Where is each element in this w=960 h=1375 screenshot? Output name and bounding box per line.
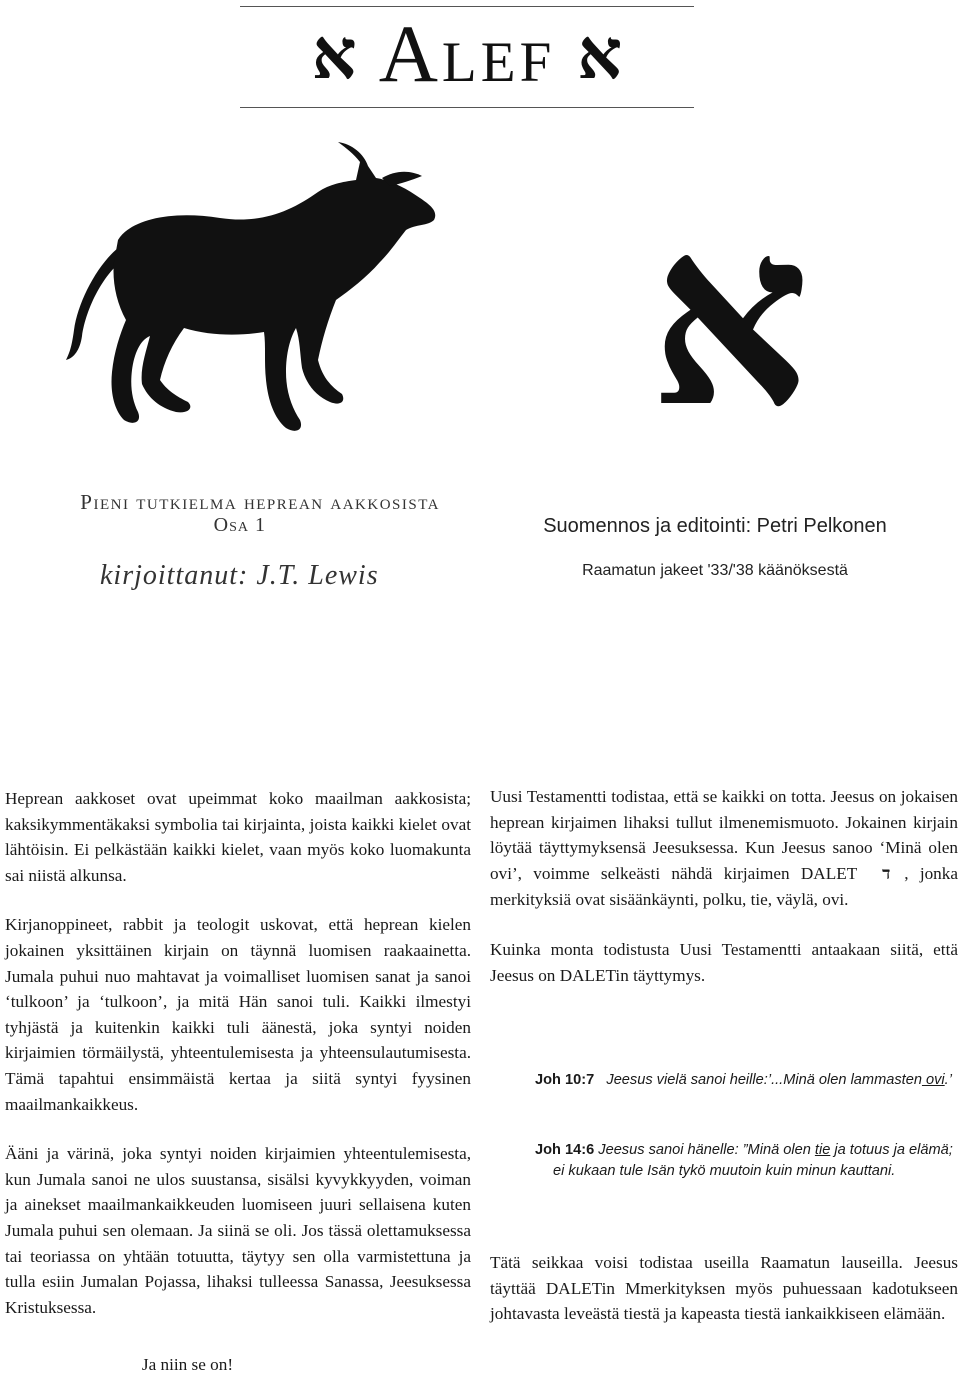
- translator-credit: Suomennos ja editointi: Petri Pelkonen: [543, 515, 887, 537]
- verse-quote-1: [535, 1070, 953, 1091]
- dalet-letter: ד: [882, 863, 891, 884]
- title-alef-right: א: [577, 12, 623, 95]
- left-paragraph-1: Heprean aakkoset ovat upeimmat koko maailman aakkosista; kaksikymmentäkaksi symbolia tai kirjainta, joista kaikki kielet ovat lähtöisin. Ei pelkästään kaikki kielet, vaan myös koko luomakunta sai niistä alkunsa.: [5, 789, 471, 885]
- big-alef-letter: א: [649, 168, 811, 462]
- verse-text-1-start: Jeesus vielä sanoi heille:’...Minä olen lammasten: [606, 1072, 922, 1088]
- right-paragraph-2: Kuinka monta todistusta Uusi Testamentti antaakaan siitä, että Jeesus on DALETin täyttymys.: [490, 939, 958, 985]
- title-alef-left: א: [311, 12, 357, 95]
- verse-text-1-underlined: ovi: [921, 1072, 945, 1088]
- right-paragraph-3: Tätä seikkaa voisi todistaa useilla Raamatun lauseilla. Jeesus täyttää DALETin Mmerkityksen myös puhuessaan kadotukseen johtavasta leveästä tiestä ja kapeasta tiestä iankaikkiseen elämään.: [490, 1253, 958, 1324]
- left-paragraph-3: Ääni ja värinä, joka syntyi noiden kirjaimien yhteentulemisesta, kun Jumala sanoi ne ulos suustansa, sisälsi kyvykkyyden, voiman ja ainekset maailmankaikkeuden luomiseen juuri sellaisena kuten Jumala puhui sen olemaan. Ja siinä se oli. Jos tässä olettamuksessa tai teoriassa on yhtään totuutta, täytyy sen olla varmistettuna ja tulla esiin Jumalan Pojassa, lihaksi tulleessa Sanassa, Jeesuksessa Kristuksessa.: [5, 1144, 471, 1317]
- closing-line: Ja niin se on!: [141, 1355, 234, 1374]
- right-paragraph-3-wrapper: [490, 1250, 958, 1327]
- right-column: [490, 784, 958, 988]
- title-rule-bottom: [240, 107, 694, 108]
- right-paragraph-1-start: Uusi Testamentti todistaa, että se kaikki on totta. Jeesus on jokaisen heprean kirjaimen lihaksi tullut ilmenemismuoto. Jokainen kirjain löytää täyttymyksensä Jeesuksessa. Kun Jeesus sanoo ‘Minä olen ovi’, voimme selkeästi nähdä kirjaimen DALET: [490, 787, 958, 883]
- subtitle-line2: Osa 1: [213, 514, 266, 536]
- right-paragraph-1-end: , jonka merkityksiä ovat sisäänkäynti, polku, tie, väylä, ovi.: [490, 863, 958, 910]
- verse-quote-2: [535, 1140, 958, 1182]
- verse-text-2-start: Jeesus sanoi hänelle: ”Minä olen: [598, 1142, 811, 1158]
- page-title: [240, 4, 694, 104]
- right-paragraph-1: [490, 784, 958, 913]
- verse-text-1-end: .’: [944, 1072, 952, 1088]
- verse-ref-2: Joh 14:6: [535, 1142, 595, 1158]
- verse-ref-1: Joh 10:7: [535, 1072, 595, 1088]
- verse-text-2-end: ja totuus ja elämä; ei kukaan tule Isän tykö muutoin kuin minun kauttani.: [553, 1142, 953, 1179]
- subtitle-line1: Pieni tutkielma heprean aakkosista: [80, 490, 440, 514]
- left-column: [5, 786, 471, 1320]
- bible-version-note: Raamatun jakeet '33/'38 käänöksestä: [582, 562, 848, 579]
- ox-silhouette-icon: [60, 140, 440, 440]
- left-paragraph-2: Kirjanoppineet, rabbit ja teologit uskovat, että heprean kielen jokainen yksittäinen kirjain on täynnä luomisen raakaainetta. Jumala puhui nuo mahtavat ja voimalliset luomisen sanat ja sanoi ‘tulkoon’ ja ‘tulkoon’, ja mitä Hän sanoi tuli. Kaikki ilmestyi tyhjästä ja kuitenkin kaikki tuli äänestä, joka syntyi noiden kirjaimien törmäilystä, yhteentulemisesta ja yhteensulautumisesta. Tämä tapahtui ensimmäistä kertaa ja siitä syntyi fyysinen maailmankaikkeus.: [5, 915, 471, 1114]
- title-word: Alef: [378, 8, 556, 99]
- author-line: kirjoittanut: J.T. Lewis: [100, 560, 379, 591]
- verse-text-2-underlined: tie: [814, 1142, 831, 1158]
